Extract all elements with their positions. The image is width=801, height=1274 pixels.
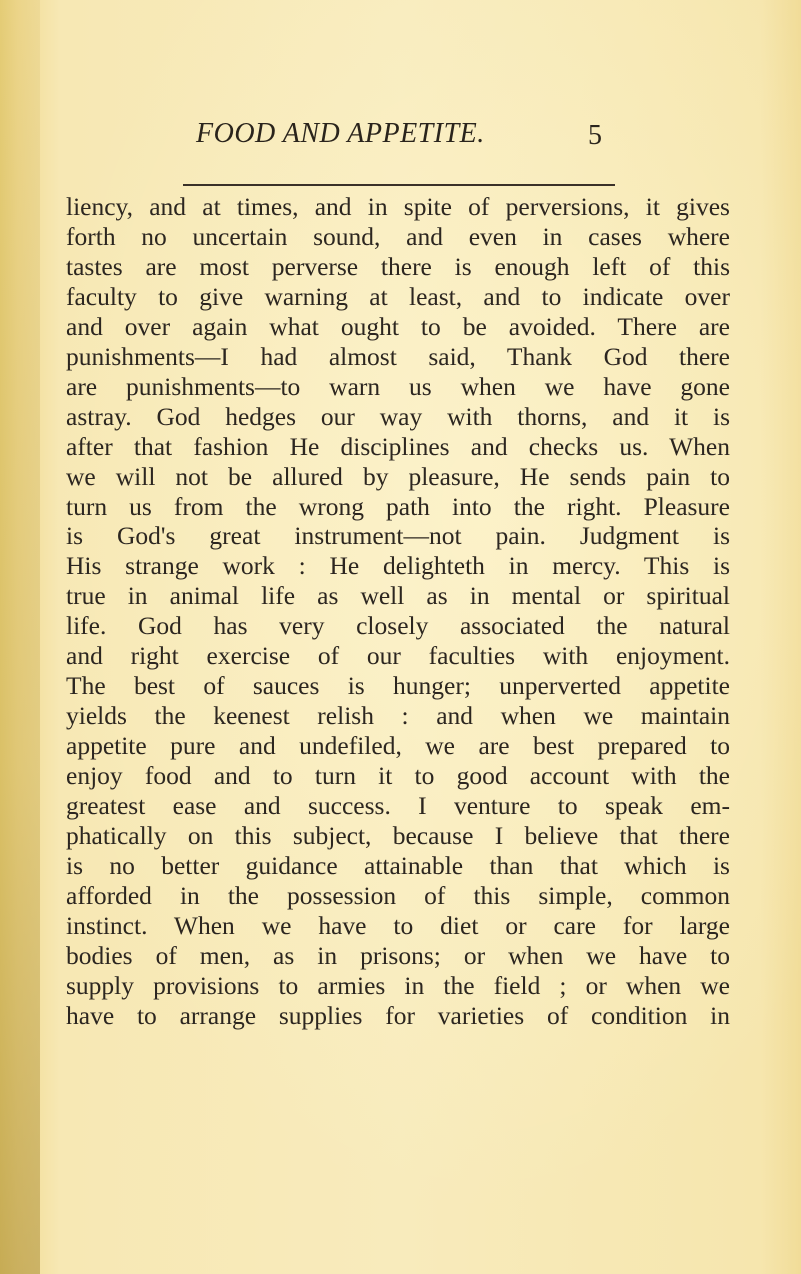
text-line: liency, and at times, and in spite of perversions, it gives <box>66 192 730 221</box>
text-line: enjoy food and to turn it to good account with the <box>66 761 730 791</box>
text-line: astray. God hedges our way with thorns, and it is <box>66 401 730 431</box>
text-line: is God's great instrument—not pain. Judgment is <box>66 521 730 551</box>
text-line: and over again what ought to be avoided. There are <box>66 311 730 341</box>
text-line: phatically on this subject, because I believe that there <box>66 821 730 851</box>
text-line: afforded in the possession of this simple, common <box>66 880 730 910</box>
text-line: instinct. When we have to diet or care for large <box>66 910 730 940</box>
text-line: punishments—I had almost said, Thank God there <box>66 341 730 371</box>
text-line: forth no uncertain sound, and even in cases where <box>66 221 730 251</box>
page-number: 5 <box>588 120 602 151</box>
text-line: bodies of men, as in prisons; or when we have to <box>66 940 730 970</box>
text-line: supply provisions to armies in the field ; or when we <box>66 970 730 1000</box>
text-line: life. God has very closely associated the natural <box>66 611 730 641</box>
text-line: after that fashion He disciplines and checks us. When <box>66 431 730 461</box>
text-line: The best of sauces is hunger; unperverted appetite <box>66 671 730 701</box>
text-line: yields the keenest relish : and when we maintain <box>66 701 730 731</box>
running-title: FOOD AND APPETITE. <box>196 118 485 149</box>
text-line: greatest ease and success. I venture to speak em- <box>66 791 730 821</box>
text-line: appetite pure and undefiled, we are best prepared to <box>66 731 730 761</box>
text-line: is no better guidance attainable than that which is <box>66 850 730 880</box>
text-line: true in animal life as well as in mental or spiritual <box>66 581 730 611</box>
text-line: tastes are most perverse there is enough left of this <box>66 251 730 281</box>
text-line: have to arrange supplies for varieties of condition in <box>66 1000 730 1030</box>
header-rule <box>183 184 615 186</box>
text-line: turn us from the wrong path into the right. Pleasure <box>66 491 730 521</box>
text-line: we will not be allured by pleasure, He sends pain to <box>66 461 730 491</box>
text-line: are punishments—to warn us when we have gone <box>66 371 730 401</box>
page-edge-stain <box>0 0 40 1274</box>
text-line: and right exercise of our faculties with enjoyment. <box>66 641 730 671</box>
text-line: His strange work : He delighteth in mercy. This is <box>66 551 730 581</box>
body-text <box>66 192 730 1031</box>
text-line: faculty to give warning at least, and to indicate over <box>66 281 730 311</box>
page-header <box>0 118 801 166</box>
